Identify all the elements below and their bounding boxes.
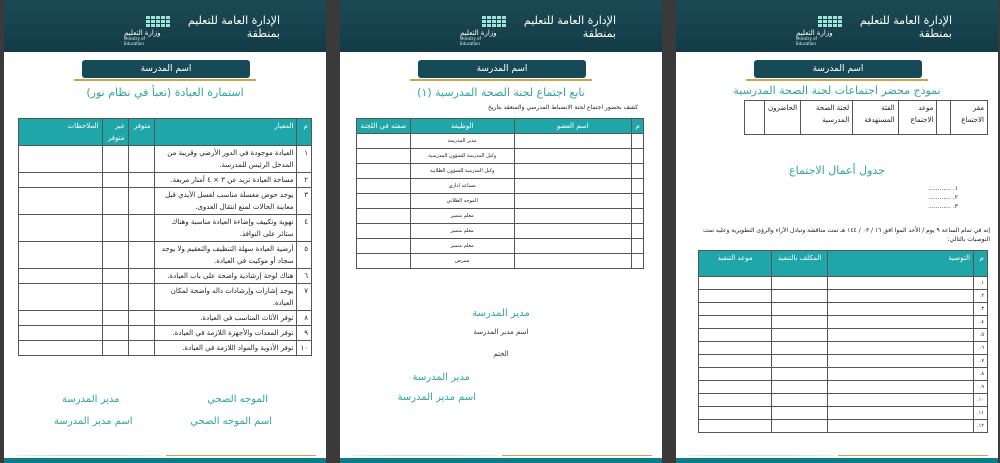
- row-assigned: [772, 368, 828, 381]
- row-not-available: [102, 242, 128, 269]
- row-deadline: [699, 407, 772, 420]
- row-deadline: [699, 368, 772, 381]
- row-assigned: [772, 381, 828, 394]
- row-deadline: [699, 342, 772, 355]
- page-footer: [4, 449, 326, 463]
- col-number: م: [632, 119, 644, 134]
- row-number: ٦.: [974, 342, 988, 355]
- row-number: [632, 164, 644, 179]
- page-title: استمارة العيادة (تعبأ في نظام نور): [86, 86, 244, 99]
- table-row: [357, 224, 644, 239]
- table-row: [699, 407, 988, 420]
- row-recommendation: [827, 407, 973, 420]
- col-recommendation: التوصية: [827, 251, 973, 277]
- row-notes: [19, 173, 103, 188]
- col-job: الوظيفة: [410, 119, 514, 134]
- table-row: [357, 164, 644, 179]
- row-available: [128, 173, 154, 188]
- row-notes: [19, 326, 103, 341]
- row-number: ١١.: [974, 407, 988, 420]
- principal-title: مدير المدرسة: [472, 308, 530, 319]
- row-criterion: تهوية وتكييف وإضاءة العيادة مناسبة وهناك ستائر على النوافذ.: [154, 215, 297, 242]
- row-role: [357, 254, 411, 269]
- meeting-info-row: [745, 101, 988, 135]
- row-member-name: [514, 164, 632, 179]
- ministry-en: Ministry of Education: [796, 36, 817, 46]
- row-number: ٨: [297, 311, 312, 326]
- row-not-available: [102, 326, 128, 341]
- org-line2: بمنطقة: [918, 27, 952, 40]
- row-deadline: [699, 316, 772, 329]
- row-number: ٥.: [974, 329, 988, 342]
- row-deadline: [699, 329, 772, 342]
- table-row: [357, 194, 644, 209]
- col-number: م: [974, 251, 988, 277]
- row-number: [632, 209, 644, 224]
- row-available: [128, 284, 154, 311]
- row-recommendation: [827, 420, 973, 433]
- school-name-bar: اسم المدرسة: [418, 60, 586, 78]
- table-row: [357, 134, 644, 149]
- col-member-name: اسم العضو: [514, 119, 632, 134]
- page-clinic-form: [4, 0, 326, 463]
- row-deadline: [699, 290, 772, 303]
- info-blank-end: [745, 101, 765, 135]
- row-recommendation: [827, 342, 973, 355]
- row-criterion: هناك لوحة إرشادية واضحة على باب العيادة.: [154, 269, 297, 284]
- row-assigned: [772, 407, 828, 420]
- page-title: نموذج محضر اجتماعات لجنة الصحة المدرسية: [733, 84, 941, 97]
- table-row: [699, 381, 988, 394]
- row-job: وكيل المدرسة للشؤون المدرسية: [410, 149, 514, 164]
- row-number: [632, 239, 644, 254]
- row-number: ٢.: [974, 290, 988, 303]
- minutes-text: إنه في تمام الساعة ٩ يوم / الأحد الموا افق ١٦ / ٠٣ / ١٤٤ هـ تمت مناقشة وتبادل الآراء والرؤى التطويرية وعليه تمت التوصيات بالتالي:: [702, 227, 990, 243]
- row-number: [632, 149, 644, 164]
- table-row: [699, 303, 988, 316]
- agenda-item: ١. ............: [928, 185, 958, 192]
- attendance-subtitle: كشف بحضور اجتماع لجنة الانضباط المدرسي والمنعقد بتاريخ: [488, 104, 638, 111]
- row-deadline: [699, 277, 772, 290]
- row-number: ٤: [297, 215, 312, 242]
- row-role: [357, 224, 411, 239]
- row-recommendation: [827, 368, 973, 381]
- recommendations-table: [698, 250, 988, 433]
- col-not-available: غير متوفر: [102, 119, 128, 146]
- row-criterion: توفر الأدوية والمواد اللازمة في العيادة.: [154, 341, 297, 356]
- row-member-name: [514, 194, 632, 209]
- col-available: متوفر: [128, 119, 154, 146]
- row-assigned: [772, 355, 828, 368]
- row-assigned: [772, 290, 828, 303]
- row-recommendation: [827, 381, 973, 394]
- row-job: مدير المدرسة: [410, 134, 514, 149]
- row-available: [128, 242, 154, 269]
- row-number: ٤.: [974, 316, 988, 329]
- table-row: [699, 277, 988, 290]
- row-notes: [19, 284, 103, 311]
- page-header: [676, 0, 998, 52]
- row-number: ١٠.: [974, 394, 988, 407]
- row-notes: [19, 269, 103, 284]
- logo-dots-icon: [482, 16, 506, 27]
- meeting-info-table: [744, 100, 988, 135]
- row-role: [357, 209, 411, 224]
- table-row: [357, 179, 644, 194]
- row-available: [128, 188, 154, 215]
- row-notes: [19, 341, 103, 356]
- school-name-bar: اسم المدرسة: [754, 60, 922, 78]
- col-role: صفته في اللجنة: [357, 119, 411, 134]
- row-number: [632, 194, 644, 209]
- row-deadline: [699, 303, 772, 316]
- row-member-name: [514, 149, 632, 164]
- row-assigned: [772, 329, 828, 342]
- row-number: ٣: [297, 188, 312, 215]
- col-notes: الملاحظات: [19, 119, 103, 146]
- row-criterion: يوجد حوض مغسلة مناسب لغسل الأيدي قبل معاينة الحالات لمنع انتقال العدوى.: [154, 188, 297, 215]
- col-number: م: [297, 119, 312, 146]
- ministry-logo: [124, 16, 166, 46]
- ministry-ar: وزارة التعليم: [460, 29, 497, 37]
- org-name: [524, 14, 616, 40]
- table-row: [19, 146, 312, 173]
- row-number: [632, 224, 644, 239]
- row-not-available: [102, 173, 128, 188]
- row-role: [357, 239, 411, 254]
- table-row: [19, 242, 312, 269]
- row-not-available: [102, 188, 128, 215]
- row-not-available: [102, 284, 128, 311]
- org-line1: الإدارة العامة للتعليم: [523, 14, 616, 27]
- row-criterion: توفر الأثاث المناسب في العيادة.: [154, 311, 297, 326]
- clinic-criteria-table: [18, 118, 312, 356]
- row-assigned: [772, 342, 828, 355]
- row-deadline: [699, 381, 772, 394]
- row-job: ممرض: [410, 254, 514, 269]
- row-number: [632, 179, 644, 194]
- page-header: [340, 0, 662, 52]
- info-committee: لجنة الصحة المدرسية: [801, 101, 853, 135]
- row-notes: [19, 188, 103, 215]
- row-number: ١٢.: [974, 420, 988, 433]
- col-criterion: المعيار: [154, 119, 297, 146]
- attendance-table: [356, 118, 644, 269]
- row-notes: [19, 311, 103, 326]
- row-number: [632, 254, 644, 269]
- gold-divider: [746, 79, 928, 81]
- page-footer: [676, 449, 998, 463]
- row-available: [128, 146, 154, 173]
- info-place: مقر الاجتماع: [951, 101, 988, 135]
- logo-dots-icon: [818, 16, 842, 27]
- agenda-item: ٣. ............: [928, 203, 958, 210]
- row-role: [357, 149, 411, 164]
- table-row: [357, 254, 644, 269]
- org-name: [860, 14, 952, 40]
- row-number: ٧: [297, 284, 312, 311]
- table-row: [19, 284, 312, 311]
- row-number: ١.: [974, 277, 988, 290]
- row-job: وكيل المدرسة للشؤون الطلابية: [410, 164, 514, 179]
- clinic-table-body: [19, 146, 312, 356]
- row-available: [128, 311, 154, 326]
- row-not-available: [102, 311, 128, 326]
- ministry-ar: وزارة التعليم: [124, 29, 161, 37]
- row-member-name: [514, 179, 632, 194]
- row-number: ١٠: [297, 341, 312, 356]
- agenda-list: [928, 184, 958, 211]
- page-attendance: [340, 0, 662, 463]
- row-assigned: [772, 277, 828, 290]
- row-notes: [19, 146, 103, 173]
- row-assigned: [772, 316, 828, 329]
- row-available: [128, 326, 154, 341]
- org-line1: الإدارة العامة للتعليم: [859, 14, 952, 27]
- row-job: الموجه الطلابي: [410, 194, 514, 209]
- row-criterion: أرضية العيادة سهلة التنظيف والتعقيم ولا يوجد سجاد أو موكيت في العيادة.: [154, 242, 297, 269]
- row-job: معلم متميز: [410, 224, 514, 239]
- page-header: [4, 0, 326, 52]
- ministry-en: Ministry of Education: [124, 36, 145, 46]
- row-not-available: [102, 269, 128, 284]
- row-deadline: [699, 394, 772, 407]
- org-name: [188, 14, 280, 40]
- row-job: معلم متميز: [410, 209, 514, 224]
- stamp-label: الختم: [493, 350, 509, 358]
- info-time: موعد الاجتماع: [898, 101, 937, 135]
- school-name-bar: اسم المدرسة: [82, 60, 250, 78]
- row-deadline: [699, 420, 772, 433]
- row-not-available: [102, 215, 128, 242]
- row-number: ٢: [297, 173, 312, 188]
- ministry-ar: وزارة التعليم: [796, 29, 833, 37]
- agenda-title: جدول أعمال الاجتماع: [789, 164, 885, 177]
- row-criterion: توفر المعدات والأجهزة اللازمة في العيادة.: [154, 326, 297, 341]
- row-not-available: [102, 146, 128, 173]
- row-assigned: [772, 394, 828, 407]
- page-footer: [340, 449, 662, 463]
- row-recommendation: [827, 303, 973, 316]
- table-row: [699, 290, 988, 303]
- ministry-logo: [460, 16, 502, 46]
- row-assigned: [772, 420, 828, 433]
- row-number: ٨.: [974, 368, 988, 381]
- row-role: [357, 194, 411, 209]
- table-row: [357, 149, 644, 164]
- row-role: [357, 179, 411, 194]
- row-recommendation: [827, 290, 973, 303]
- principal-name: اسم مدير المدرسة: [54, 416, 133, 427]
- info-attendees: الحاضرون: [765, 101, 801, 135]
- table-row: [19, 215, 312, 242]
- row-member-name: [514, 209, 632, 224]
- table-header-row: [699, 251, 988, 277]
- row-criterion: العيادة موجودة في الدور الأرضي وقريبة من المدخل الرئيس للمدرسة.: [154, 146, 297, 173]
- table-row: [19, 311, 312, 326]
- row-number: ٧.: [974, 355, 988, 368]
- ministry-logo: [796, 16, 838, 46]
- page-title: تابع اجتماع لجنة الصحة المدرسية (١): [417, 86, 585, 99]
- table-row: [699, 355, 988, 368]
- row-not-available: [102, 341, 128, 356]
- row-number: ١: [297, 146, 312, 173]
- row-job: معلم متميز: [410, 239, 514, 254]
- row-number: ٩: [297, 326, 312, 341]
- table-row: [699, 394, 988, 407]
- row-available: [128, 341, 154, 356]
- row-available: [128, 269, 154, 284]
- ministry-en: Ministry of Education: [460, 36, 481, 46]
- attendance-table-body: [357, 134, 644, 269]
- row-recommendation: [827, 316, 973, 329]
- table-row: [19, 341, 312, 356]
- gold-divider: [410, 79, 592, 81]
- org-line2: بمنطقة: [582, 27, 616, 40]
- page-meeting-minutes: [676, 0, 998, 463]
- row-member-name: [514, 134, 632, 149]
- principal-title: مدير المدرسة: [62, 394, 120, 405]
- table-header-row: [357, 119, 644, 134]
- table-row: [19, 269, 312, 284]
- row-recommendation: [827, 355, 973, 368]
- org-line1: الإدارة العامة للتعليم: [187, 14, 280, 27]
- info-target: الفئة المستهدفة: [853, 101, 899, 135]
- row-criterion: يوجد إشارات وإرشادات داله واضحة لمكان العيادة.: [154, 284, 297, 311]
- table-row: [19, 188, 312, 215]
- row-recommendation: [827, 277, 973, 290]
- row-member-name: [514, 239, 632, 254]
- principal-name: اسم مدير المدرسة: [473, 328, 529, 336]
- col-assigned: المكلف بالتنفيذ: [772, 251, 828, 277]
- table-row: [699, 329, 988, 342]
- info-blank: [937, 101, 951, 135]
- row-number: [632, 134, 644, 149]
- row-notes: [19, 215, 103, 242]
- principal2-title: مدير المدرسة: [412, 372, 470, 383]
- table-row: [699, 420, 988, 433]
- table-row: [699, 316, 988, 329]
- row-recommendation: [827, 394, 973, 407]
- row-number: ٥: [297, 242, 312, 269]
- table-row: [699, 342, 988, 355]
- table-row: [357, 239, 644, 254]
- table-row: [19, 173, 312, 188]
- row-member-name: [514, 224, 632, 239]
- row-member-name: [514, 254, 632, 269]
- principal2-name: اسم مدير المدرسة: [397, 392, 476, 403]
- recommendations-table-body: [699, 277, 988, 433]
- row-number: ٩.: [974, 381, 988, 394]
- gold-divider: [74, 79, 256, 81]
- row-criterion: مساحة العيادة تزيد عن ٣ × ٤ أمتار مربعة.: [154, 173, 297, 188]
- row-role: [357, 164, 411, 179]
- row-deadline: [699, 355, 772, 368]
- supervisor-name: اسم الموجه الصحي: [190, 416, 272, 427]
- table-header-row: [19, 119, 312, 146]
- org-line2: بمنطقة: [246, 27, 280, 40]
- logo-dots-icon: [146, 16, 170, 27]
- col-deadline: موعد التنفيذ: [699, 251, 772, 277]
- table-row: [699, 368, 988, 381]
- row-available: [128, 215, 154, 242]
- row-number: ٣.: [974, 303, 988, 316]
- row-number: ٦: [297, 269, 312, 284]
- table-row: [357, 209, 644, 224]
- row-notes: [19, 242, 103, 269]
- agenda-item: ٢. ............: [928, 194, 958, 201]
- row-role: [357, 134, 411, 149]
- row-recommendation: [827, 329, 973, 342]
- table-row: [19, 326, 312, 341]
- row-job: مساعد اداري: [410, 179, 514, 194]
- supervisor-title: الموجه الصحي: [207, 394, 268, 405]
- row-assigned: [772, 303, 828, 316]
